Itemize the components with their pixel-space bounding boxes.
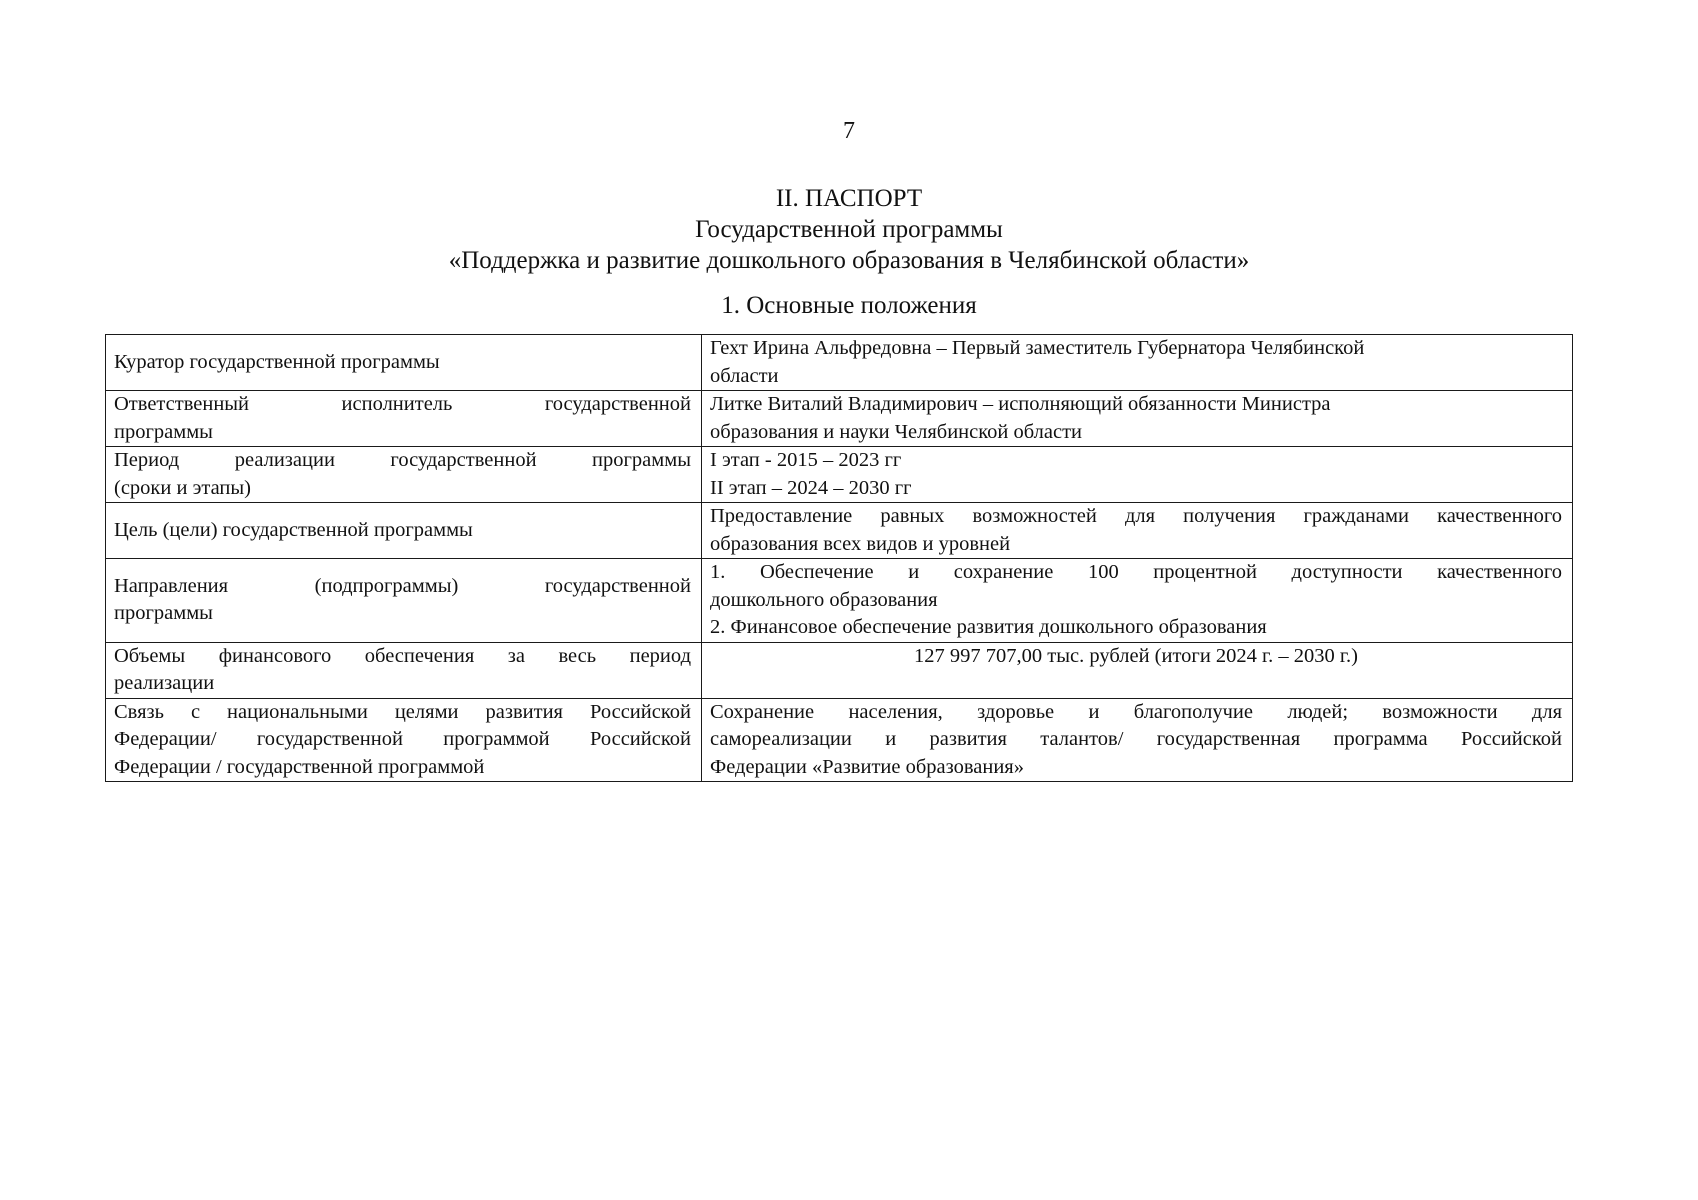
row-label-goal (106, 503, 702, 559)
value-line: Федерации «Развитие образования» (710, 755, 1024, 778)
row-label-directions (106, 559, 702, 643)
label-line: Федерации/ государственной программой Российской (114, 728, 691, 750)
title-line-program: Государственной программы (695, 216, 1003, 243)
value-line: Сохранение населения, здоровье и благополучие людей; возможности для (710, 700, 1562, 723)
table-row (106, 335, 1573, 391)
section-heading: 1. Основные положения (721, 292, 977, 319)
label-line: программы (114, 420, 213, 443)
value-line: 127 997 707,00 тыс. рублей (итоги 2024 г. – 2030 г.) (914, 644, 1358, 667)
document-title (0, 183, 1698, 276)
label-line: Цель (цели) государственной программы (114, 518, 473, 541)
value-line: I этап - 2015 – 2023 гг (710, 449, 902, 471)
value-line: Литке Виталий Владимирович – исполняющий обязанности Министра (710, 393, 1331, 415)
value-line: Гехт Ирина Альфредовна – Первый заместитель Губернатора Челябинской (710, 337, 1365, 359)
value-line: Предоставление равных возможностей для получения гражданами качественного (710, 505, 1562, 527)
label-line: Связь с национальными целями развития Российской (114, 700, 691, 723)
row-label-period (106, 447, 702, 503)
row-label-national-goals (106, 698, 702, 782)
value-line: 1. Обеспечение и сохранение 100 процентной доступности качественного (710, 561, 1562, 583)
value-line: образования и науки Челябинской области (710, 420, 1083, 443)
label-line: Направления (подпрограммы) государственной (114, 574, 691, 597)
row-label-funding (106, 642, 702, 698)
value-line: области (710, 364, 779, 387)
table-row (106, 447, 1573, 503)
table-row (106, 642, 1573, 698)
row-value-funding (702, 642, 1573, 698)
row-value-directions (702, 559, 1573, 643)
row-value-national-goals (702, 698, 1573, 782)
label-line: Период реализации государственной программы (114, 449, 691, 471)
value-line: II этап – 2024 – 2030 гг (710, 476, 912, 499)
value-line: образования всех видов и уровней (710, 532, 1011, 555)
label-line: (сроки и этапы) (114, 476, 251, 499)
value-line: 2. Финансовое обеспечение развития дошкольного образования (710, 616, 1267, 638)
table-row (106, 503, 1573, 559)
title-line-passport: II. ПАСПОРТ (775, 185, 923, 212)
table-row (106, 559, 1573, 643)
page-number: 7 (843, 118, 855, 144)
value-line: самореализации и развития талантов/ государственная программа Российской (710, 728, 1562, 750)
row-label-executor (106, 391, 702, 447)
label-line: Федерации / государственной программой (114, 755, 485, 778)
table-row (106, 698, 1573, 782)
row-value-period (702, 447, 1573, 503)
row-value-goal (702, 503, 1573, 559)
label-line: Куратор государственной программы (114, 350, 440, 373)
value-line: дошкольного образования (710, 588, 938, 611)
row-value-curator (702, 335, 1573, 391)
table-row (106, 391, 1573, 447)
passport-table (105, 334, 1573, 782)
label-line: программы (114, 602, 213, 625)
label-line: Ответственный исполнитель государственной (114, 393, 691, 415)
label-line: реализации (114, 672, 215, 694)
title-line-program-name: «Поддержка и развитие дошкольного образования в Челябинской области» (448, 247, 1250, 274)
row-value-executor (702, 391, 1573, 447)
label-line: Объемы финансового обеспечения за весь период (114, 644, 691, 667)
row-label-curator (106, 335, 702, 391)
